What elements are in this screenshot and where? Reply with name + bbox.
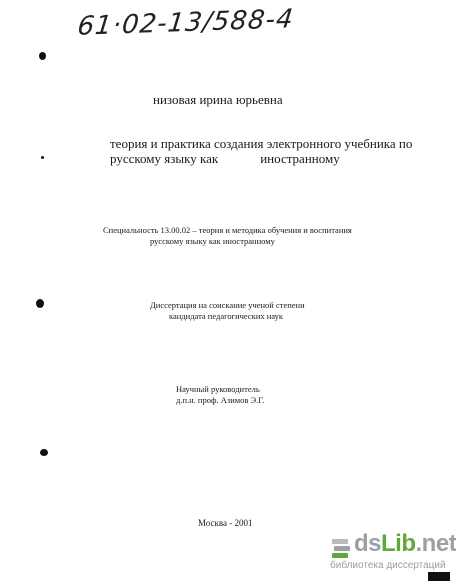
scan-speck [36, 299, 44, 308]
title-line2-part2: иностранному [260, 151, 340, 166]
archive-code-handwritten: 61·02-13/588-4 [75, 4, 296, 42]
degree-line2: кандидата педагогических наук [169, 311, 284, 321]
specialty-line2: русскому языку как иностранному [150, 236, 275, 246]
dslib-logo: dsLib.net [354, 530, 456, 557]
book-stack-icon [330, 536, 352, 562]
city-year: Москва - 2001 [198, 518, 253, 528]
supervisor-name: д.п.н. проф. Азимов Э.Г. [176, 395, 265, 405]
scan-speck [40, 449, 48, 456]
author-name: низовая ирина юрьевна [153, 92, 283, 107]
supervisor-label: Научный руководитель [176, 384, 260, 394]
scan-corner-mark [428, 572, 450, 581]
title-line2-part1: русскому языку как [110, 151, 219, 166]
scan-speck [41, 156, 44, 159]
dissertation-title-line1: теория и практика создания электронного учебника по [110, 136, 413, 151]
dslib-tagline: библиотека диссертаций [330, 560, 446, 571]
specialty-line1: Специальность 13.00.02 – теория и методика обучения и воспитания [103, 225, 352, 235]
scan-speck [39, 52, 46, 60]
dissertation-title-line2 [110, 151, 340, 167]
degree-line1: Диссертация на соискание ученой степени [150, 300, 305, 310]
